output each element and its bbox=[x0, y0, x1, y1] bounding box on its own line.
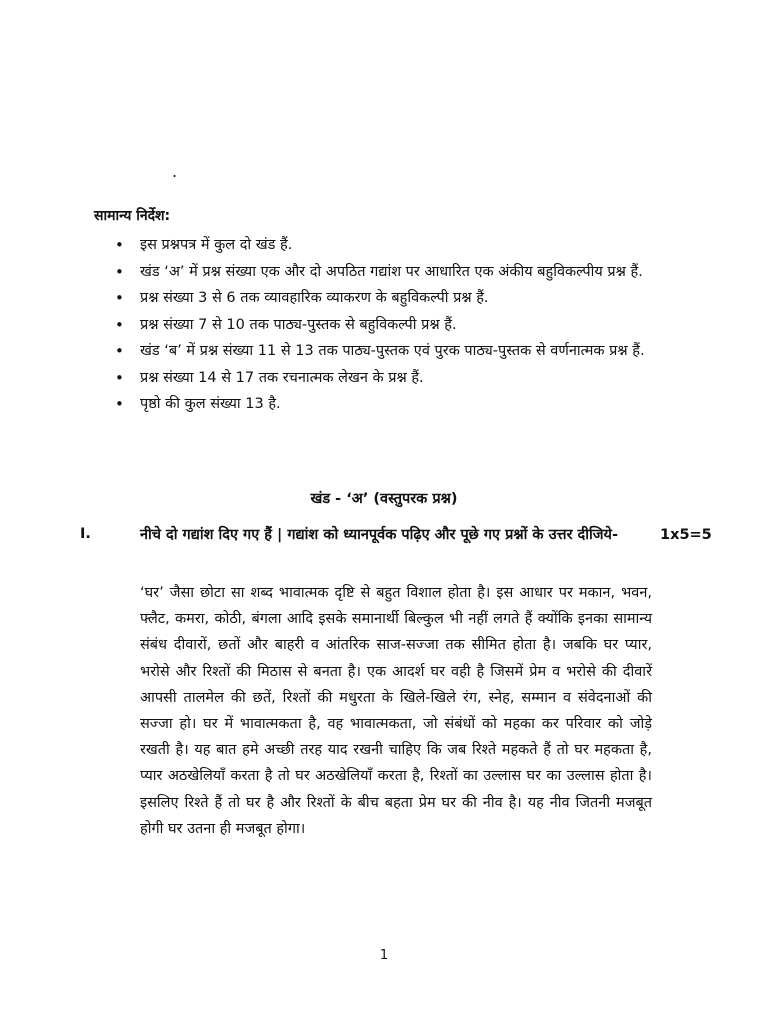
general-instructions-heading: सामान्य निर्देश: bbox=[94, 208, 171, 224]
instruction-item: • खंड ‘अ’ में प्रश्न संख्या एक और दो अपठित गद्यांश पर आधारित एक अंकीय बहुविकल्पीय प्रश्न हैं. bbox=[112, 259, 672, 286]
instruction-item: • प्रश्न संख्या 14 से 17 तक रचनात्मक लेखन के प्रश्न हैं. bbox=[112, 365, 672, 392]
instruction-item: • खंड ‘ब’ में प्रश्न संख्या 11 से 13 तक पाठ्य-पुस्तक एवं पुरक पाठ्य-पुस्तक से वर्णनात्मक प्रश्न हैं. bbox=[112, 338, 672, 365]
stray-dot: . bbox=[172, 162, 178, 181]
instruction-item: • प्रश्न संख्या 7 से 10 तक पाठ्य-पुस्तक से बहुविकल्पी प्रश्न हैं. bbox=[112, 312, 672, 339]
question-marks: 1x5=5 bbox=[660, 527, 712, 543]
passage-text: ‘घर’ जैसा छोटा सा शब्द भावात्मक दृष्टि से बहुत विशाल होता है। इस आधार पर मकान, भवन, फ्लैट, कमरा, कोठी, बंगला आदि इसके समानार्थी बिल्कुल भी नहीं लगते हैं क्योंकि इनका सामान्य संबंध दीवारों, छतों और बाहरी व आंतरिक साज-सज्जा तक सीमित होता है। जबकि घर प्यार, भरोसे और रिश्तों की मिठास से बनता है। एक आदर्श घर वही है जिसमें प्रेम व भरोसे की दीवारें आपसी तालमेल की छतें, रिश्तों की मधुरता के खिले-खिले रंग, स्नेह, सम्मान व संवेदनाओं की सज्जा हो। घर में भावात्मकता है, वह भावात्मकता, जो संबंधों को महका कर परिवार को जोड़े रखती है। यह बात हमे अच्छी तरह याद रखनी चाहिए कि जब रिश्ते महकते हैं तो घर महकता है, प्यार अठखेलियाँ करता है तो घर अठखेलियाँ करता है, रिश्तों का उल्लास घर का उल्लास होता है। इसलिए रिश्ते हैं तो घर है और रिश्तों के बीच बहता प्रेम घर की नीव है। यह नीव जितनी मजबूत होगी घर उतना ही मजबूत होगा। bbox=[140, 585, 652, 837]
page-number: 1 bbox=[379, 948, 389, 963]
instruction-item: • इस प्रश्नपत्र में कुल दो खंड हैं. bbox=[112, 232, 672, 259]
section-title: खंड - ‘अ’ (वस्तुपरक प्रश्न) bbox=[310, 491, 458, 507]
question-text: नीचे दो गद्यांश दिए गए हैं | गद्यांश को ध्यानपूर्वक पढ़िए और पूछे गए प्रश्नों के उत्तर दीजिये- bbox=[140, 527, 618, 543]
instructions-list bbox=[112, 232, 672, 418]
instruction-item: • पृष्ठो की कुल संख्या 13 है. bbox=[112, 391, 672, 418]
question-number: I. bbox=[80, 526, 91, 542]
instruction-item: • प्रश्न संख्या 3 से 6 तक व्यावहारिक व्याकरण के बहुविकल्पी प्रश्न हैं. bbox=[112, 285, 672, 312]
